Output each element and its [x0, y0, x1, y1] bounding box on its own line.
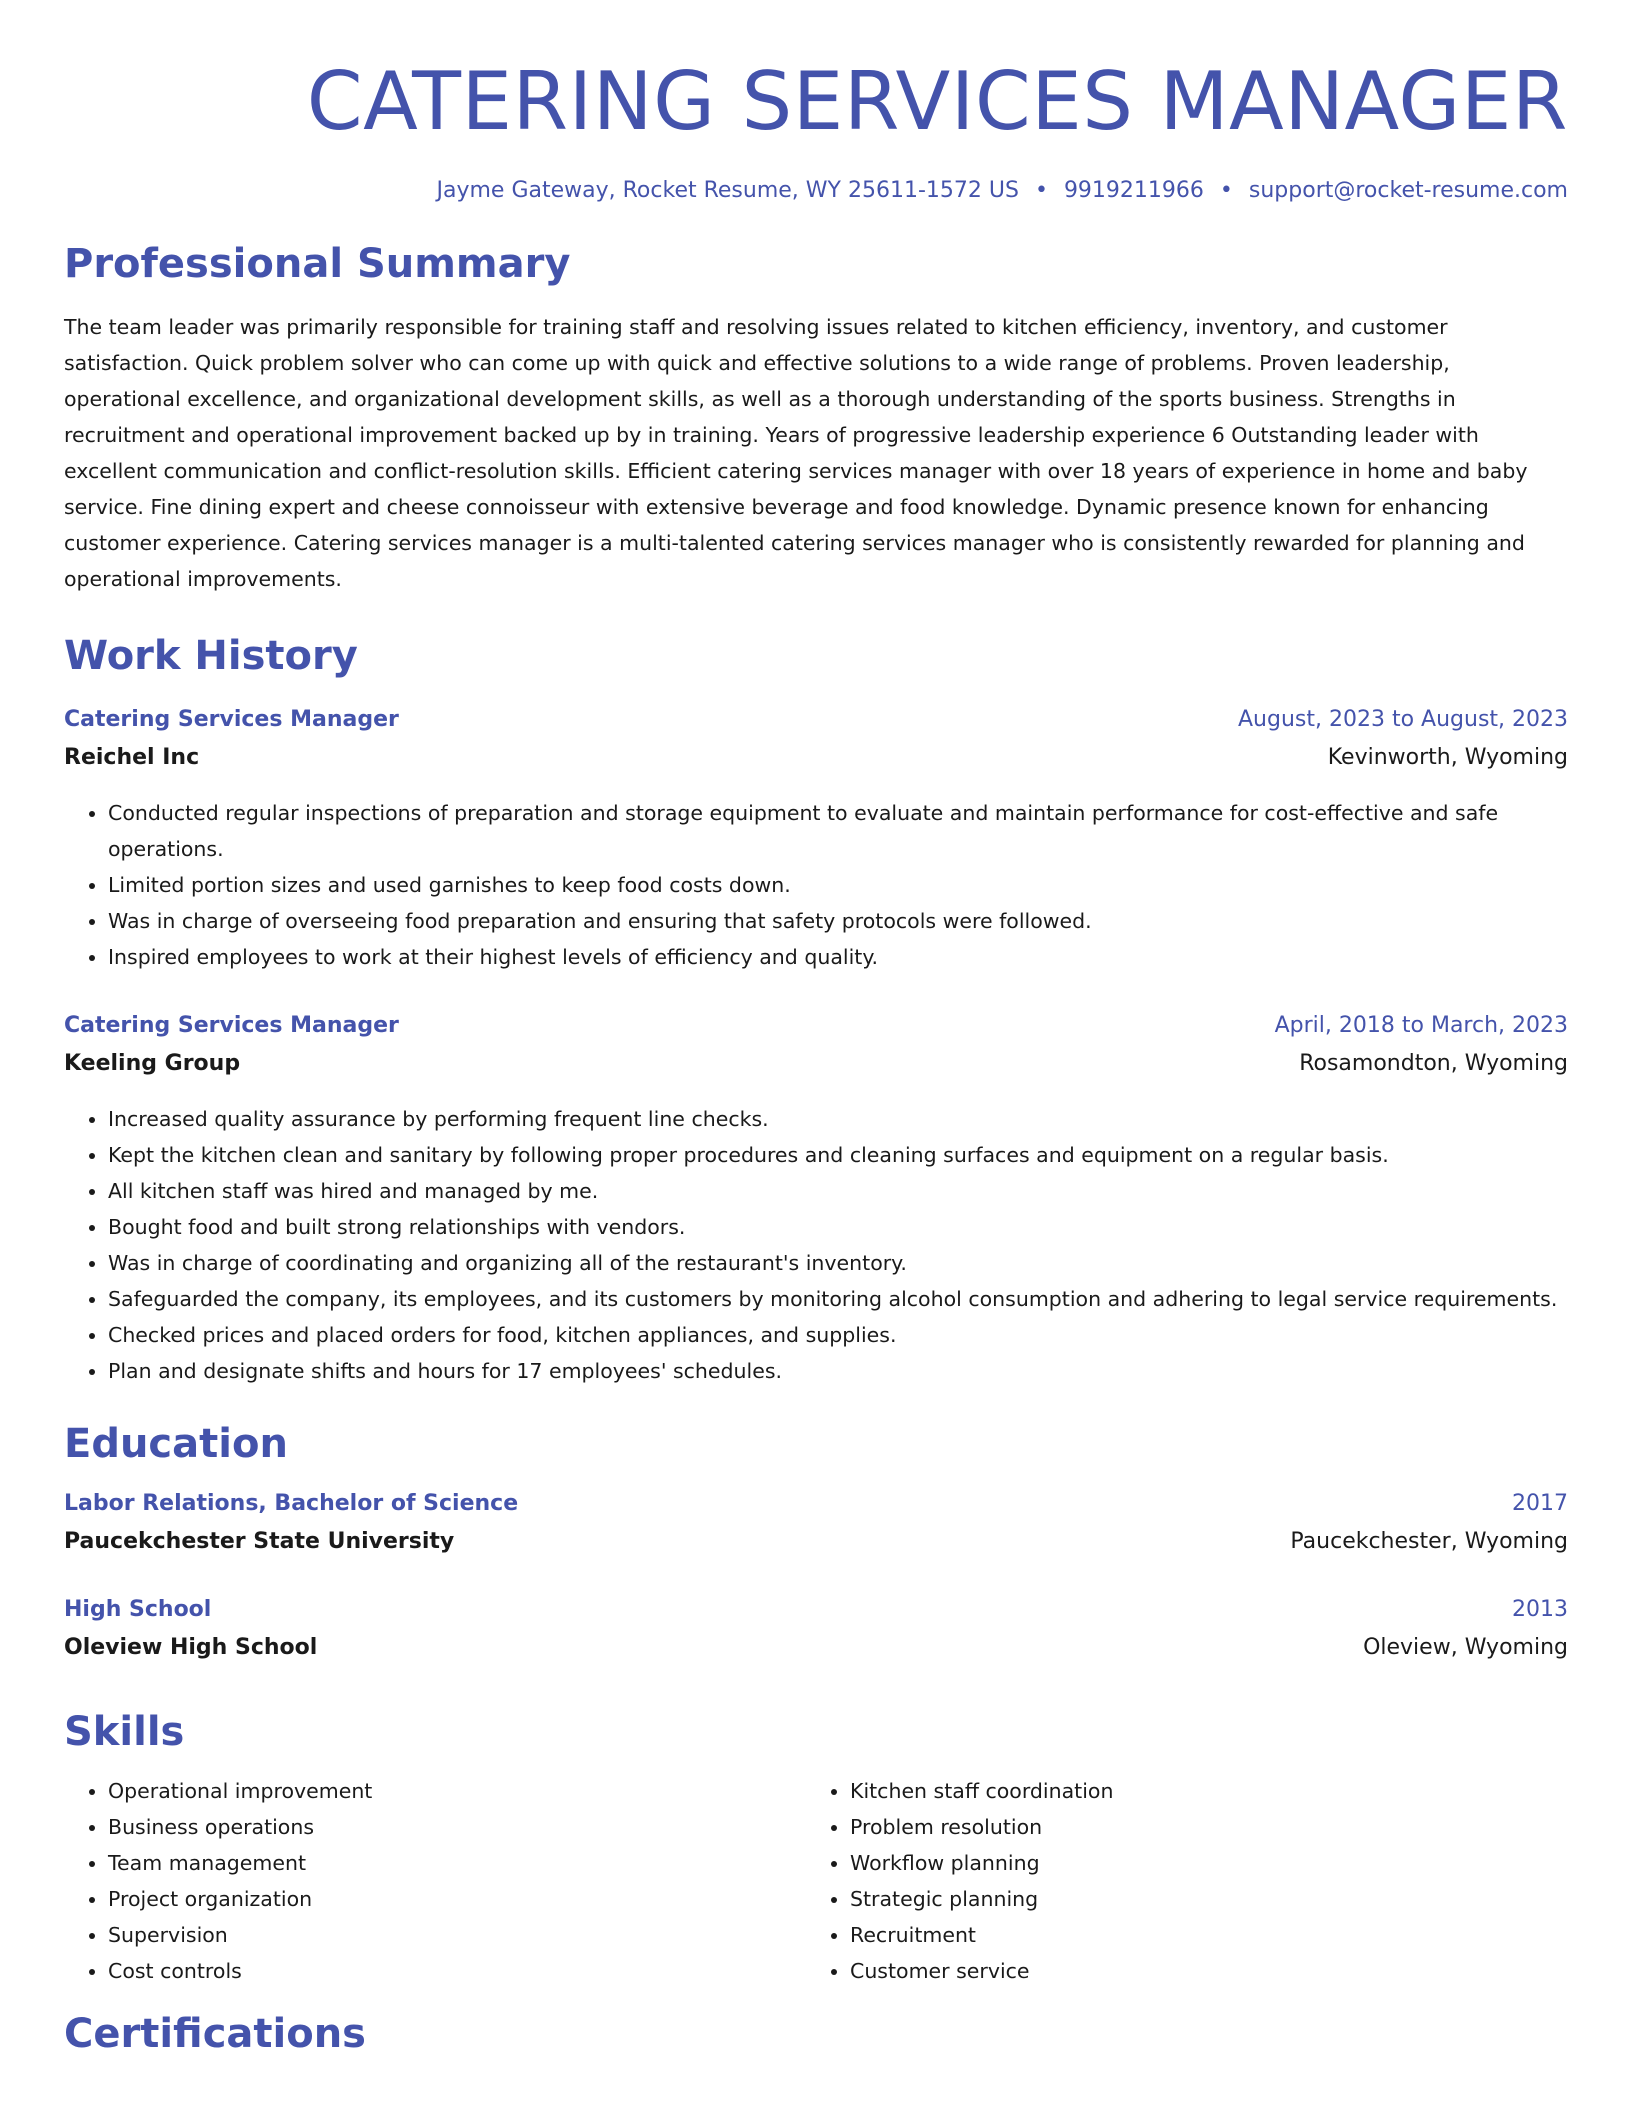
skill-item: • Supervision	[108, 1917, 806, 1953]
job-bullet: • All kitchen staff was hired and managed by me.	[108, 1173, 1568, 1209]
job-bullet: • Bought food and built strong relationships with vendors.	[108, 1209, 1568, 1245]
job-dates: August, 2023 to August, 2023	[1238, 707, 1568, 732]
contact-separator: •	[1034, 178, 1048, 203]
school-location: Paucekchester, Wyoming	[1290, 1529, 1568, 1554]
company-name: Keeling Group	[64, 1051, 241, 1076]
skill-item: • Project organization	[108, 1881, 806, 1917]
skill-item: • Kitchen staff coordination	[850, 1773, 1548, 1809]
graduation-year: 2013	[1512, 1597, 1568, 1622]
skill-item: • Problem resolution	[850, 1809, 1548, 1845]
job-bullet: • Was in charge of coordinating and organizing all of the restaurant's inventory.	[108, 1245, 1568, 1281]
job-bullet: • Was in charge of overseeing food preparation and ensuring that safety protocols were followed.	[108, 903, 1568, 939]
work-entry	[64, 707, 1568, 975]
job-bullet: • Plan and designate shifts and hours for 17 employees' schedules.	[108, 1353, 1568, 1389]
summary-text: The team leader was primarily responsible for training staff and resolving issues related to kitchen efficiency, inventory, and customer satisfaction. Quick problem solver who can come up with quick and effective solutions to a wide range of problems. Proven leadership, operational excellence, and organizational development skills, as well as a thorough understanding of the sports business. Strengths in recruitment and operational improvement backed up by in training. Years of progressive leadership experience 6 Outstanding leader with excellent communication and conflict-resolution skills. Efficient catering services manager with over 18 years of experience in home and baby service. Fine dining expert and cheese connoisseur with extensive beverage and food knowledge. Dynamic presence known for enhancing customer experience. Catering services manager is a multi-talented catering services manager who is consistently rewarded for planning and operational improvements.	[64, 315, 1528, 591]
job-title: Catering Services Manager	[64, 1013, 399, 1038]
job-bullet: • Limited portion sizes and used garnishes to keep food costs down.	[108, 867, 1568, 903]
education-entry	[64, 1597, 1568, 1673]
education-section-title: Education	[64, 1421, 288, 1467]
contact-line	[64, 178, 1568, 203]
contact-separator: •	[1219, 178, 1233, 203]
company-name: Reichel Inc	[64, 745, 200, 770]
degree-name: High School	[64, 1597, 212, 1622]
job-bullet: • Safeguarded the company, its employees, and its customers by monitoring alcohol consumption and adhering to legal service requirements.	[108, 1281, 1568, 1317]
school-name: Oleview High School	[64, 1635, 318, 1660]
skill-item: • Cost controls	[108, 1953, 806, 1989]
certifications-section-title: Certifications	[64, 2011, 366, 2057]
skill-item: • Business operations	[108, 1809, 806, 1845]
contact-email: support@rocket-resume.com	[1248, 178, 1568, 203]
job-bullet: • Conducted regular inspections of preparation and storage equipment to evaluate and maintain performance for cost-effective and safe operations.	[108, 795, 1568, 867]
skill-item: • Workflow planning	[850, 1845, 1548, 1881]
skills-list-right	[806, 1773, 1548, 1989]
job-dates: April, 2018 to March, 2023	[1274, 1013, 1568, 1038]
resume-name-heading: CATERING SERVICES MANAGER	[306, 55, 1568, 148]
job-location: Rosamondton, Wyoming	[1299, 1051, 1568, 1076]
job-bullet: • Increased quality assurance by performing frequent line checks.	[108, 1101, 1568, 1137]
skill-item: • Recruitment	[850, 1917, 1548, 1953]
job-title: Catering Services Manager	[64, 707, 399, 732]
job-bullet: • Inspired employees to work at their highest levels of efficiency and quality.	[108, 939, 1568, 975]
skills-grid	[64, 1773, 1568, 1989]
contact-phone: 9919211966	[1063, 178, 1204, 203]
job-bullet-list	[64, 1101, 1568, 1389]
resume-page	[64, 0, 1568, 2057]
skills-section-title: Skills	[64, 1709, 185, 1755]
school-location: Oleview, Wyoming	[1363, 1635, 1568, 1660]
skill-item: • Strategic planning	[850, 1881, 1548, 1917]
education-entry	[64, 1491, 1568, 1567]
job-bullet: • Kept the kitchen clean and sanitary by following proper procedures and cleaning surfaces and equipment on a regular basis.	[108, 1137, 1568, 1173]
work-history-section-title: Work History	[64, 633, 358, 679]
job-bullet: • Checked prices and placed orders for food, kitchen appliances, and supplies.	[108, 1317, 1568, 1353]
skill-item: • Operational improvement	[108, 1773, 806, 1809]
work-entry	[64, 1013, 1568, 1389]
summary-section-title: Professional Summary	[64, 241, 571, 287]
skill-item: • Customer service	[850, 1953, 1548, 1989]
job-bullet-list	[64, 795, 1568, 975]
skills-list-left	[64, 1773, 806, 1989]
degree-name: Labor Relations, Bachelor of Science	[64, 1491, 519, 1516]
job-location: Kevinworth, Wyoming	[1327, 745, 1568, 770]
contact-address: Jayme Gateway, Rocket Resume, WY 25611-1572 US	[436, 178, 1019, 203]
graduation-year: 2017	[1512, 1491, 1568, 1516]
skill-item: • Team management	[108, 1845, 806, 1881]
school-name: Paucekchester State University	[64, 1529, 455, 1554]
